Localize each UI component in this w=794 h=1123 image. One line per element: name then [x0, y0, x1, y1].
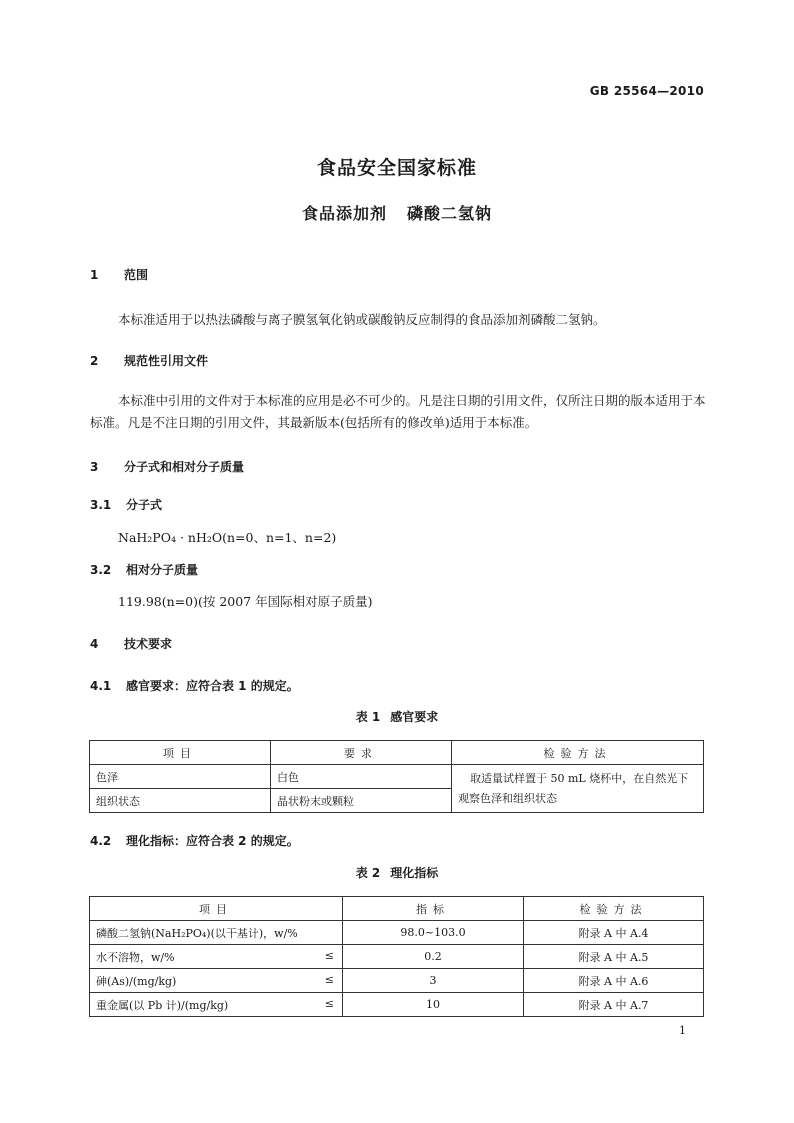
- table-1-caption: [0, 708, 794, 725]
- standard-code: GB 25564—2010: [589, 84, 704, 98]
- subtitle-category: 食品添加剂: [301, 204, 387, 223]
- table-cell-value: 10: [343, 993, 524, 1017]
- table-cell-method: 附录 A 中 A.7: [524, 993, 704, 1017]
- section-number: 4.2: [90, 834, 112, 848]
- table-2-caption: [0, 864, 794, 881]
- section-3-2-heading: [90, 561, 198, 578]
- molecular-formula: NaH₂PO₄ · nH₂O(n=0、n=1、n=2): [118, 530, 337, 545]
- section-title: 分子式: [126, 498, 163, 512]
- table-cell-item: 色泽: [90, 765, 271, 789]
- section-2-body: 本标准中引用的文件对于本标准的应用是必不可少的。凡是注日期的引用文件，仅所注日期的版本适用于本标准。凡是不注日期的引用文件，其最新版本(包括所有的修改单)适用于本标准。: [90, 393, 706, 430]
- table-cell-item: [90, 993, 343, 1017]
- table-header: 检验方法: [524, 897, 704, 921]
- table-cell-item: [90, 969, 343, 993]
- subtitle-product: 磷酸二氢钠: [407, 204, 493, 223]
- section-title: 理化指标：应符合表 2 的规定。: [126, 834, 299, 848]
- table-cell-item: 组织状态: [90, 789, 271, 813]
- le-symbol: ≤: [324, 972, 334, 986]
- le-symbol: ≤: [324, 996, 334, 1010]
- table-header-row: [90, 741, 704, 765]
- molecular-mass: 119.98(n=0)(按 2007 年国际相对原子质量): [118, 594, 373, 609]
- section-number: 3.2: [90, 563, 112, 577]
- item-text: 砷(As)/(mg/kg): [96, 974, 177, 988]
- section-number: 2: [90, 354, 99, 368]
- section-number: 4: [90, 637, 99, 651]
- caption-title: 感官要求: [390, 710, 439, 724]
- table-row: [90, 921, 704, 945]
- section-1-body: 本标准适用于以热法磷酸与离子膜氢氧化钠或碳酸钠反应制得的食品添加剂磷酸二氢钠。: [118, 312, 606, 327]
- table-cell-value: 3: [343, 969, 524, 993]
- table-header-row: [90, 897, 704, 921]
- table-header: 指标: [343, 897, 524, 921]
- table-cell-method: 取适量试样置于 50 mL 烧杯中，在自然光下观察色泽和组织状态: [452, 765, 704, 813]
- section-number: 3.1: [90, 498, 112, 512]
- section-2-heading: [90, 352, 208, 369]
- section-3-heading: [90, 458, 244, 475]
- table-2-physicochemical: [89, 896, 704, 1017]
- table-header: 项目: [90, 897, 343, 921]
- item-text: 水不溶物，w/%: [96, 950, 175, 964]
- section-number: 4.1: [90, 679, 112, 693]
- item-text: 磷酸二氢钠(NaH₂PO₄)(以干基计)，w/%: [96, 926, 298, 940]
- table-cell-method: 附录 A 中 A.6: [524, 969, 704, 993]
- table-cell-method: 附录 A 中 A.4: [524, 921, 704, 945]
- section-4-heading: [90, 635, 172, 652]
- document-subtitle: [0, 201, 794, 224]
- table-cell-method: 附录 A 中 A.5: [524, 945, 704, 969]
- section-title: 技术要求: [124, 637, 173, 651]
- section-number: 3: [90, 460, 99, 474]
- table-1-sensory: [89, 740, 704, 813]
- section-3-1-heading: [90, 496, 162, 513]
- table-cell-item: [90, 945, 343, 969]
- table-header: 要求: [271, 741, 452, 765]
- section-number: 1: [90, 268, 99, 282]
- table-row: [90, 969, 704, 993]
- table-cell-requirement: 晶状粉末或颗粒: [271, 789, 452, 813]
- section-1-heading: [90, 266, 148, 283]
- table-row: [90, 945, 704, 969]
- caption-number: 表 2: [355, 866, 381, 880]
- table-row: [90, 993, 704, 1017]
- section-title: 相对分子质量: [126, 563, 199, 577]
- caption-title: 理化指标: [390, 866, 439, 880]
- caption-number: 表 1: [355, 710, 381, 724]
- section-title: 分子式和相对分子质量: [124, 460, 245, 474]
- page-number: 1: [679, 1024, 686, 1037]
- section-title: 范围: [124, 268, 149, 282]
- table-cell-value: 98.0~103.0: [343, 921, 524, 945]
- table-cell-value: 0.2: [343, 945, 524, 969]
- table-cell-requirement: 白色: [271, 765, 452, 789]
- item-text: 重金属(以 Pb 计)/(mg/kg): [96, 998, 229, 1012]
- section-4-1-heading: [90, 677, 299, 694]
- section-4-2-heading: [90, 832, 299, 849]
- document-title: 食品安全国家标准: [316, 157, 477, 179]
- table-header: 项目: [90, 741, 271, 765]
- section-title: 感官要求：应符合表 1 的规定。: [126, 679, 299, 693]
- table-cell-item: [90, 921, 343, 945]
- le-symbol: ≤: [324, 948, 334, 962]
- table-header: 检验方法: [452, 741, 704, 765]
- section-title: 规范性引用文件: [124, 354, 209, 368]
- table-row: [90, 765, 704, 789]
